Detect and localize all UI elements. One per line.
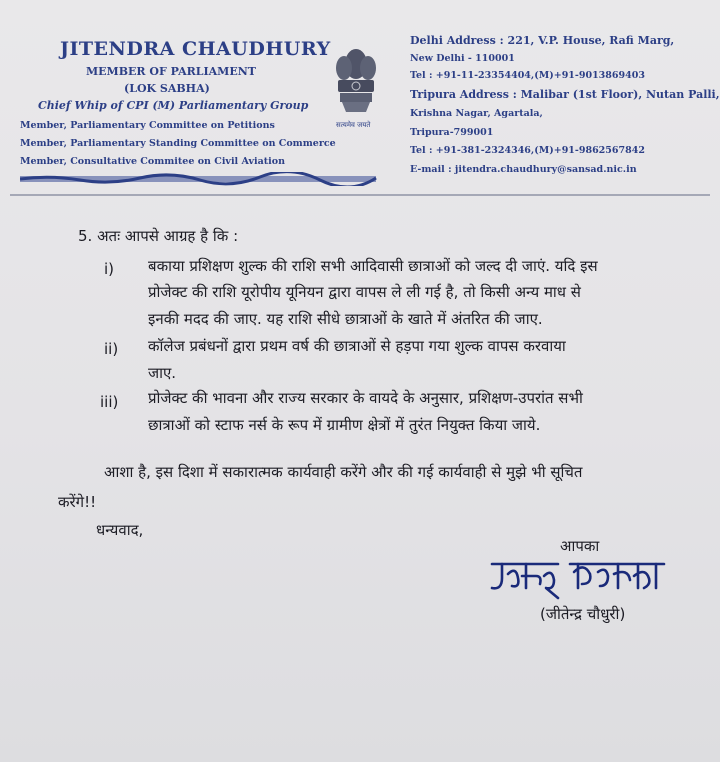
- item-line: इनकी मदद की जाए. यह राशि सीधे छात्राओं के खाते में अंतरित की जाए.: [148, 310, 543, 328]
- signatory-name: (जीतेन्द्र चौधुरी): [540, 605, 626, 623]
- item-marker: iii): [100, 393, 119, 411]
- membership-line: Member, Parliamentary Standing Committee on Commerce: [20, 138, 336, 149]
- delhi-address-line-2: New Delhi - 110001: [410, 53, 515, 64]
- emblem-caption: सत्यमेव जयते: [336, 121, 371, 129]
- item-line: प्रोजेक्ट की राशि यूरोपीय यूनियन द्वारा वापस ले ली गई है, तो किसी अन्य माध से: [148, 283, 581, 301]
- mp-house: (LOK SABHA): [124, 82, 210, 95]
- membership-line: Member, Consultative Commitee on Civil Aviation: [20, 156, 285, 167]
- mp-whip: Chief Whip of CPI (M) Parliamentary Group: [38, 99, 309, 112]
- delhi-telephone: Tel : +91-11-23354404,(M)+91-9013869403: [410, 70, 645, 81]
- tripura-address: Tripura Address : Malibar (1st Floor), Nutan Palli,: [410, 88, 720, 101]
- email-address: E-mail : jitendra.chaudhury@sansad.nic.in: [410, 164, 637, 175]
- mp-name: JITENDRA CHAUDHURY: [60, 38, 331, 60]
- tripura-address-line-2: Krishna Nagar, Agartala,: [410, 108, 543, 119]
- membership-line: Member, Parliamentary Committee on Petitions: [20, 120, 275, 131]
- item-marker: ii): [104, 340, 119, 358]
- struck-through-line: [20, 172, 380, 186]
- item-marker: i): [104, 260, 115, 278]
- letterhead-divider: [10, 194, 710, 196]
- item-line: जाए.: [148, 364, 177, 382]
- item-line: कॉलेज प्रबंधनों द्वारा प्रथम वर्ष की छात्राओं से हड़पा गया शुल्क वापस करवाया: [148, 337, 566, 355]
- point-heading: 5. अतः आपसे आग्रह है कि :: [78, 227, 239, 245]
- closing-line: करेंगे!!: [58, 493, 97, 511]
- yours-text: आपका: [560, 537, 600, 555]
- mp-role: MEMBER OF PARLIAMENT: [86, 65, 256, 78]
- handwritten-signature: [488, 558, 668, 608]
- item-line: प्रोजेक्ट की भावना और राज्य सरकार के वायदे के अनुसार, प्रशिक्षण-उपरांत सभी: [148, 389, 583, 407]
- tripura-address-line-3: Tripura-799001: [410, 127, 494, 138]
- delhi-address: Delhi Address : 221, V.P. House, Rafi Marg,: [410, 34, 675, 47]
- item-line: बकाया प्रशिक्षण शुल्क की राशि सभी आदिवासी छात्राओं को जल्द दी जाएं. यदि इस: [148, 257, 598, 275]
- closing-line: आशा है, इस दिशा में सकारात्मक कार्यवाही करेंगे और की गई कार्यवाही से मुझे भी सूचित: [104, 463, 583, 481]
- tripura-telephone: Tel : +91-381-2324346,(M)+91-9862567842: [410, 145, 645, 156]
- thanks-text: धन्यवाद,: [96, 521, 144, 539]
- item-line: छात्राओं को स्टाफ नर्स के रूप में ग्रामीण क्षेत्रों में तुरंत नियुक्त किया जाये.: [148, 416, 541, 434]
